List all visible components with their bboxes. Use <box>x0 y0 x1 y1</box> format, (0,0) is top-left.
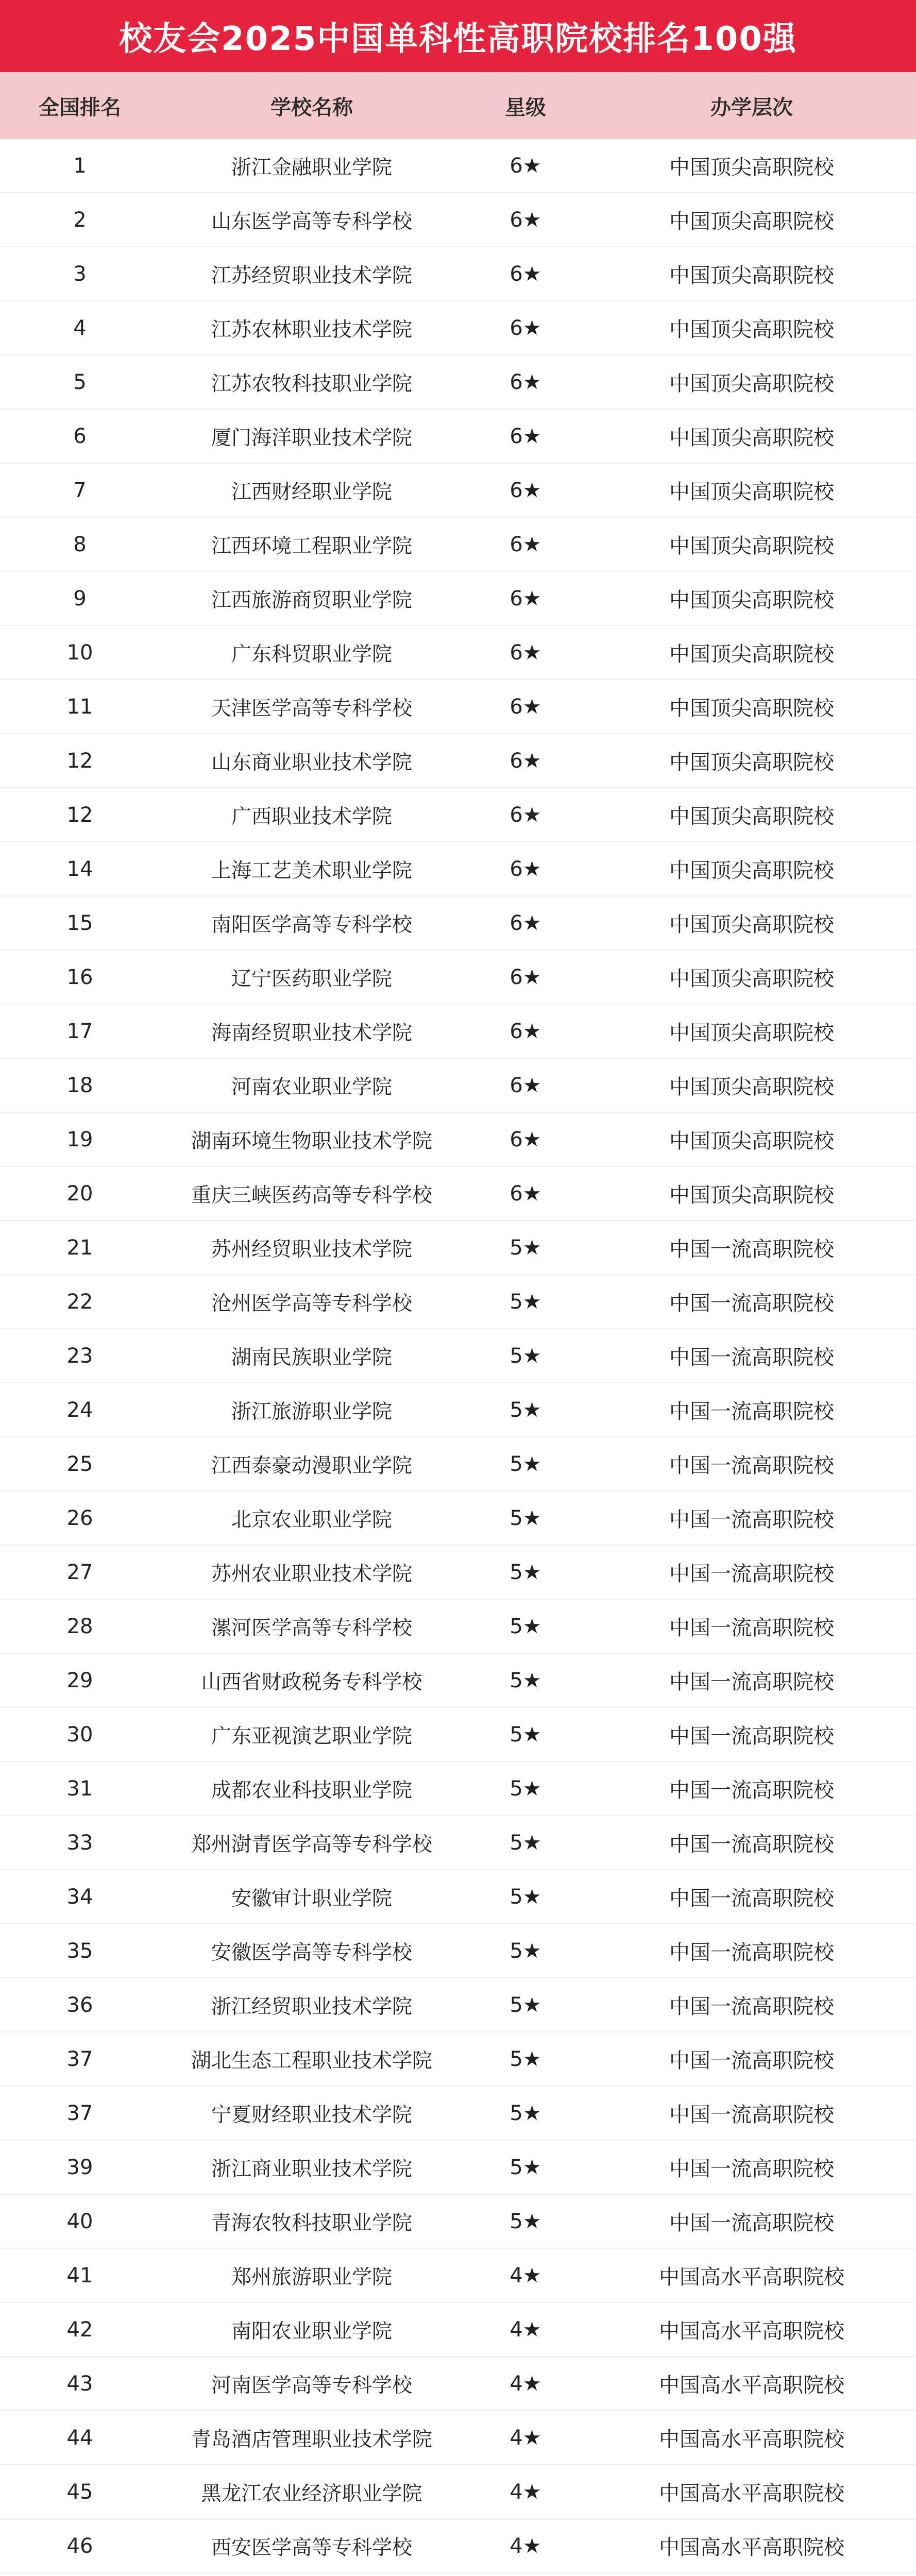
stars-cell: 5★ <box>510 1506 541 1530</box>
table-row <box>0 247 916 301</box>
rank-cell: 23 <box>66 1344 93 1368</box>
rank-cell: 12 <box>66 749 93 773</box>
school-name-cell: 江西环境工程职业学院 <box>211 534 412 558</box>
school-name-cell: 山西省财政税务专科学校 <box>201 1670 422 1694</box>
table-row <box>0 1329 916 1383</box>
rank-cell: 45 <box>66 2480 93 2504</box>
stars-cell: 5★ <box>510 1722 541 1747</box>
school-name-cell: 安徽审计职业学院 <box>231 1887 392 1910</box>
table-row <box>0 788 916 842</box>
table-row <box>0 1005 916 1059</box>
level-cell: 中国顶尖高职院校 <box>669 480 834 504</box>
stars-cell: 6★ <box>510 911 541 935</box>
table-row <box>0 2249 916 2303</box>
table-row <box>0 1167 916 1221</box>
stars-cell: 5★ <box>510 1614 541 1638</box>
stars-cell: 6★ <box>510 424 541 448</box>
stars-cell: 4★ <box>510 2426 541 2450</box>
level-cell: 中国一流高职院校 <box>669 2103 834 2127</box>
stars-cell: 5★ <box>510 2101 541 2125</box>
school-name-cell: 青岛酒店管理职业技术学院 <box>191 2428 432 2451</box>
table-row <box>0 734 916 788</box>
stars-cell: 6★ <box>510 208 541 232</box>
level-cell: 中国顶尖高职院校 <box>669 913 834 937</box>
school-name-cell: 浙江金融职业学院 <box>231 156 392 179</box>
table-row <box>0 410 916 464</box>
level-cell: 中国顶尖高职院校 <box>669 426 834 450</box>
table-row <box>0 139 916 193</box>
school-name-cell: 江苏农林职业技术学院 <box>211 318 412 342</box>
stars-cell: 4★ <box>510 2317 541 2342</box>
stars-cell: 6★ <box>510 749 541 773</box>
table-row <box>0 1816 916 1870</box>
stars-cell: 5★ <box>510 2047 541 2071</box>
level-cell: 中国顶尖高职院校 <box>669 1075 834 1099</box>
stars-cell: 5★ <box>510 1776 541 1801</box>
school-name-cell: 湖南环境生物职业技术学院 <box>191 1129 432 1153</box>
rank-cell: 20 <box>66 1181 93 1206</box>
school-name-cell: 北京农业职业学院 <box>231 1508 392 1532</box>
stars-cell: 5★ <box>510 1831 541 1855</box>
school-name-cell: 江苏经贸职业技术学院 <box>211 264 412 287</box>
rank-cell: 7 <box>73 478 87 502</box>
rank-cell: 18 <box>66 1073 93 1097</box>
table-row <box>0 2303 916 2357</box>
table-row <box>0 2195 916 2249</box>
table-row <box>0 2573 916 2576</box>
table-row <box>0 1654 916 1708</box>
table-body <box>0 139 916 2576</box>
level-cell: 中国一流高职院校 <box>669 1995 834 2019</box>
school-name-cell: 山东医学高等专科学校 <box>211 210 412 233</box>
level-cell: 中国顶尖高职院校 <box>669 372 834 396</box>
rank-cell: 31 <box>66 1776 93 1801</box>
school-name-cell: 郑州旅游职业学院 <box>231 2265 392 2289</box>
table-row <box>0 2411 916 2465</box>
level-cell: 中国一流高职院校 <box>669 1616 834 1640</box>
level-cell: 中国顶尖高职院校 <box>669 967 834 991</box>
stars-cell: 5★ <box>510 1235 541 1260</box>
level-cell: 中国一流高职院校 <box>669 2049 834 2073</box>
school-name-cell: 宁夏财经职业技术学院 <box>211 2103 412 2127</box>
table-row <box>0 355 916 410</box>
school-name-cell: 黑龙江农业经济职业学院 <box>201 2482 422 2505</box>
header-level: 办学层次 <box>710 95 793 120</box>
school-name-cell: 成都农业科技职业学院 <box>211 1778 412 1802</box>
rank-cell: 33 <box>66 1831 93 1855</box>
level-cell: 中国顶尖高职院校 <box>669 534 834 558</box>
rank-cell: 44 <box>66 2426 93 2450</box>
school-name-cell: 江西泰豪动漫职业学院 <box>211 1454 412 1478</box>
table-row <box>0 1275 916 1329</box>
rank-cell: 4 <box>73 316 87 340</box>
rank-cell: 10 <box>66 640 93 665</box>
table-row <box>0 1978 916 2032</box>
stars-cell: 6★ <box>510 640 541 665</box>
level-cell: 中国一流高职院校 <box>669 1887 834 1910</box>
school-name-cell: 苏州经贸职业技术学院 <box>211 1238 412 1261</box>
title-bar <box>0 0 916 72</box>
table-row <box>0 2357 916 2411</box>
school-name-cell: 浙江经贸职业技术学院 <box>211 1995 412 2019</box>
rank-cell: 8 <box>73 532 87 556</box>
school-name-cell: 安徽医学高等专科学校 <box>211 1941 412 1964</box>
level-cell: 中国顶尖高职院校 <box>669 588 834 612</box>
stars-cell: 6★ <box>510 316 541 340</box>
rank-cell: 5 <box>73 370 87 394</box>
stars-cell: 6★ <box>510 586 541 611</box>
stars-cell: 6★ <box>510 532 541 556</box>
rank-cell: 6 <box>73 424 87 448</box>
school-name-cell: 河南农业职业学院 <box>231 1075 392 1099</box>
stars-cell: 6★ <box>510 1181 541 1206</box>
level-cell: 中国一流高职院校 <box>669 2211 834 2235</box>
rank-cell: 11 <box>66 694 93 719</box>
school-name-cell: 重庆三峡医药高等专科学校 <box>191 1183 432 1207</box>
rank-cell: 9 <box>73 586 87 611</box>
stars-cell: 5★ <box>510 1939 541 1963</box>
table-row <box>0 2465 916 2519</box>
level-cell: 中国高水平高职院校 <box>659 2428 844 2451</box>
page-title: 校友会2025中国单科性高职院校排名100强 <box>119 20 797 58</box>
header-rank: 全国排名 <box>39 95 121 120</box>
level-cell: 中国一流高职院校 <box>669 1238 834 1261</box>
school-name-cell: 天津医学高等专科学校 <box>211 697 412 720</box>
rank-cell: 28 <box>66 1614 93 1638</box>
stars-cell: 5★ <box>510 1398 541 1422</box>
rank-cell: 30 <box>66 1722 93 1747</box>
rank-cell: 2 <box>73 208 87 232</box>
level-cell: 中国高水平高职院校 <box>659 2482 844 2505</box>
rank-cell: 37 <box>66 2101 93 2125</box>
stars-cell: 5★ <box>510 1560 541 1584</box>
school-name-cell: 广东科贸职业学院 <box>231 642 392 666</box>
level-cell: 中国高水平高职院校 <box>659 2265 844 2289</box>
stars-cell: 4★ <box>510 2480 541 2504</box>
table-row <box>0 1492 916 1546</box>
school-name-cell: 湖北生态工程职业技术学院 <box>191 2049 432 2073</box>
level-cell: 中国顶尖高职院校 <box>669 859 834 883</box>
stars-cell: 6★ <box>510 1127 541 1151</box>
stars-cell: 5★ <box>510 1885 541 1909</box>
level-cell: 中国顶尖高职院校 <box>669 1021 834 1045</box>
table-row <box>0 193 916 247</box>
level-cell: 中国顶尖高职院校 <box>669 805 834 828</box>
stars-cell: 4★ <box>510 2263 541 2287</box>
school-name-cell: 沧州医学高等专科学校 <box>211 1292 412 1315</box>
rank-cell: 40 <box>66 2209 93 2233</box>
table-row <box>0 1383 916 1437</box>
rank-cell: 3 <box>73 262 87 286</box>
rank-cell: 35 <box>66 1939 93 1963</box>
rank-cell: 1 <box>73 154 87 178</box>
rank-cell: 42 <box>66 2317 93 2342</box>
school-name-cell: 江西旅游商贸职业学院 <box>211 588 412 612</box>
level-cell: 中国顶尖高职院校 <box>669 210 834 233</box>
table-row <box>0 2087 916 2141</box>
school-name-cell: 南阳农业职业学院 <box>231 2319 392 2343</box>
stars-cell: 5★ <box>510 2155 541 2179</box>
school-name-cell: 上海工艺美术职业学院 <box>211 859 412 883</box>
school-name-cell: 河南医学高等专科学校 <box>211 2374 412 2397</box>
school-name-cell: 浙江旅游职业学院 <box>231 1400 392 1423</box>
level-cell: 中国顶尖高职院校 <box>669 264 834 287</box>
rank-cell: 25 <box>66 1452 93 1476</box>
school-name-cell: 江苏农牧科技职业学院 <box>211 372 412 396</box>
stars-cell: 6★ <box>510 1073 541 1097</box>
table-row <box>0 518 916 572</box>
table-row <box>0 301 916 355</box>
level-cell: 中国一流高职院校 <box>669 1454 834 1478</box>
rank-cell: 26 <box>66 1506 93 1530</box>
table-row <box>0 2141 916 2195</box>
level-cell: 中国一流高职院校 <box>669 2157 834 2181</box>
level-cell: 中国一流高职院校 <box>669 1292 834 1315</box>
school-name-cell: 南阳医学高等专科学校 <box>211 913 412 937</box>
level-cell: 中国顶尖高职院校 <box>669 1129 834 1153</box>
stars-cell: 5★ <box>510 1452 541 1476</box>
table-row <box>0 1924 916 1978</box>
table-row <box>0 1437 916 1492</box>
table-row <box>0 1870 916 1924</box>
level-cell: 中国顶尖高职院校 <box>669 751 834 774</box>
school-name-cell: 广东亚视演艺职业学院 <box>211 1724 412 1748</box>
rank-cell: 14 <box>66 857 93 881</box>
level-cell: 中国一流高职院校 <box>669 1562 834 1586</box>
level-cell: 中国一流高职院校 <box>669 1508 834 1532</box>
table-row <box>0 1708 916 1762</box>
stars-cell: 5★ <box>510 1344 541 1368</box>
level-cell: 中国顶尖高职院校 <box>669 318 834 342</box>
stars-cell: 4★ <box>510 2534 541 2558</box>
rank-cell: 36 <box>66 1993 93 2017</box>
stars-cell: 6★ <box>510 857 541 881</box>
level-cell: 中国顶尖高职院校 <box>669 642 834 666</box>
table-row <box>0 1546 916 1600</box>
school-name-cell: 江西财经职业学院 <box>231 480 392 504</box>
table-header <box>0 72 916 139</box>
rank-cell: 15 <box>66 911 93 935</box>
level-cell: 中国一流高职院校 <box>669 1400 834 1423</box>
level-cell: 中国一流高职院校 <box>669 1346 834 1369</box>
stars-cell: 6★ <box>510 1019 541 1043</box>
rank-cell: 46 <box>66 2534 93 2558</box>
stars-cell: 5★ <box>510 1290 541 1314</box>
rank-cell: 27 <box>66 1560 93 1584</box>
table-row <box>0 1059 916 1113</box>
table-row <box>0 1600 916 1654</box>
stars-cell: 6★ <box>510 965 541 989</box>
table-row <box>0 2519 916 2573</box>
school-name-cell: 辽宁医药职业学院 <box>231 967 392 991</box>
level-cell: 中国顶尖高职院校 <box>669 697 834 720</box>
school-name-cell: 苏州农业职业技术学院 <box>211 1562 412 1586</box>
rank-cell: 37 <box>66 2047 93 2071</box>
rank-cell: 34 <box>66 1885 93 1909</box>
stars-cell: 5★ <box>510 1668 541 1692</box>
level-cell: 中国一流高职院校 <box>669 1670 834 1694</box>
rank-cell: 29 <box>66 1668 93 1692</box>
rank-cell: 43 <box>66 2371 93 2396</box>
stars-cell: 4★ <box>510 2371 541 2396</box>
stars-cell: 5★ <box>510 1993 541 2017</box>
rank-cell: 22 <box>66 1290 93 1314</box>
rank-cell: 16 <box>66 965 93 989</box>
rank-cell: 21 <box>66 1235 93 1260</box>
table-row <box>0 951 916 1005</box>
level-cell: 中国高水平高职院校 <box>659 2319 844 2343</box>
rank-cell: 24 <box>66 1398 93 1422</box>
stars-cell: 6★ <box>510 478 541 502</box>
level-cell: 中国一流高职院校 <box>669 1778 834 1802</box>
level-cell: 中国顶尖高职院校 <box>669 1183 834 1207</box>
table-row <box>0 1113 916 1167</box>
level-cell: 中国一流高职院校 <box>669 1941 834 1964</box>
level-cell: 中国一流高职院校 <box>669 1724 834 1748</box>
table-row <box>0 572 916 626</box>
school-name-cell: 青海农牧科技职业学院 <box>211 2211 412 2235</box>
stars-cell: 6★ <box>510 370 541 394</box>
table-row <box>0 1221 916 1275</box>
school-name-cell: 西安医学高等专科学校 <box>211 2536 412 2560</box>
school-name-cell: 浙江商业职业技术学院 <box>211 2157 412 2181</box>
stars-cell: 5★ <box>510 2209 541 2233</box>
school-name-cell: 山东商业职业技术学院 <box>211 751 412 774</box>
stars-cell: 6★ <box>510 803 541 827</box>
school-name-cell: 郑州澍青医学高等专科学校 <box>191 1833 432 1856</box>
level-cell: 中国高水平高职院校 <box>659 2374 844 2397</box>
table-row <box>0 1762 916 1816</box>
table-row <box>0 464 916 518</box>
level-cell: 中国一流高职院校 <box>669 1833 834 1856</box>
table-row <box>0 626 916 680</box>
table-row <box>0 896 916 951</box>
level-cell: 中国高水平高职院校 <box>659 2536 844 2560</box>
header-school-name: 学校名称 <box>270 95 353 120</box>
rank-cell: 41 <box>66 2263 93 2287</box>
school-name-cell: 海南经贸职业技术学院 <box>211 1021 412 1045</box>
stars-cell: 6★ <box>510 262 541 286</box>
table-row <box>0 2032 916 2087</box>
school-name-cell: 湖南民族职业学院 <box>231 1346 392 1369</box>
stars-cell: 6★ <box>510 154 541 178</box>
school-name-cell: 广西职业技术学院 <box>231 805 392 828</box>
level-cell: 中国顶尖高职院校 <box>669 156 834 179</box>
school-name-cell: 厦门海洋职业技术学院 <box>211 426 412 450</box>
rank-cell: 12 <box>66 803 93 827</box>
rank-cell: 19 <box>66 1127 93 1151</box>
rank-cell: 39 <box>66 2155 93 2179</box>
header-stars: 星级 <box>505 95 546 120</box>
stars-cell: 6★ <box>510 694 541 719</box>
school-name-cell: 漯河医学高等专科学校 <box>211 1616 412 1640</box>
table-row <box>0 680 916 734</box>
rank-cell: 17 <box>66 1019 93 1043</box>
table-row <box>0 842 916 896</box>
